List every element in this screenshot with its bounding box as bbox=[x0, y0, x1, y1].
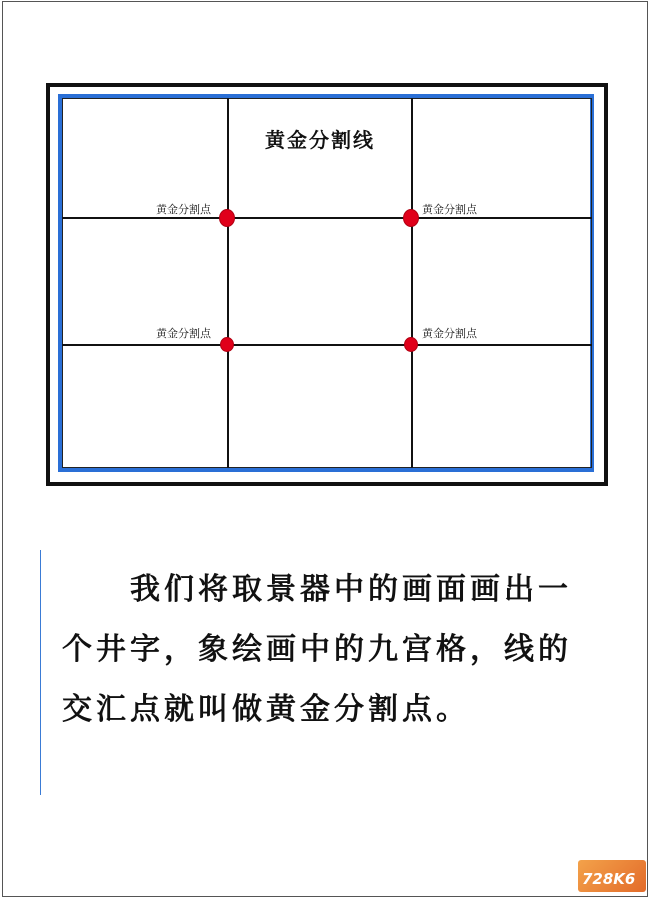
golden-point-bottom-left bbox=[220, 337, 234, 352]
golden-point-top-right bbox=[403, 209, 419, 227]
watermark-logo bbox=[578, 860, 646, 892]
grid-line-vertical-right bbox=[411, 98, 413, 468]
paragraph-accent-line bbox=[40, 550, 41, 795]
point-label-top-right: 黄金分割点 bbox=[422, 203, 477, 216]
golden-point-top-left bbox=[219, 209, 235, 227]
point-label-bottom-right: 黄金分割点 bbox=[422, 327, 477, 340]
watermark-logo-text: 728K6 bbox=[582, 870, 636, 888]
grid-line-horizontal-bottom bbox=[62, 344, 592, 346]
grid-line-vertical-left bbox=[227, 98, 229, 468]
golden-point-bottom-right bbox=[404, 337, 418, 352]
diagram-title: 黄金分割线 bbox=[265, 128, 375, 152]
point-label-top-left: 黄金分割点 bbox=[156, 203, 211, 216]
grid-line-horizontal-top bbox=[62, 217, 592, 219]
point-label-bottom-left: 黄金分割点 bbox=[156, 327, 211, 340]
explanation-paragraph: 我们将取景器中的画面画出一个井字，象绘画中的九宫格，线的交汇点就叫做黄金分割点。 bbox=[62, 572, 572, 727]
diagram-grid-box bbox=[62, 98, 592, 468]
